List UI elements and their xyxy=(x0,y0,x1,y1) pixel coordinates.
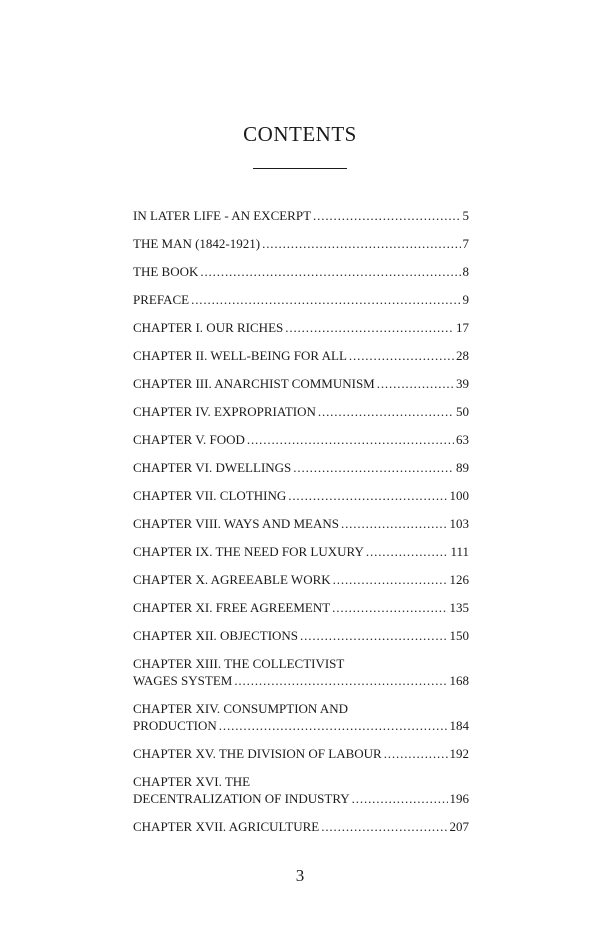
toc-entry-title: CHAPTER II. WELL-BEING FOR ALL xyxy=(133,348,347,363)
dot-leader xyxy=(247,431,454,448)
toc-entry-title: CHAPTER XII. OBJECTIONS xyxy=(133,628,299,643)
table-of-contents xyxy=(133,207,469,846)
toc-entry-title-line1: CHAPTER XIII. THE COLLECTIVIST xyxy=(133,656,345,671)
toc-entry[interactable] xyxy=(133,487,469,515)
dot-leader xyxy=(318,403,454,420)
title-rule xyxy=(253,168,347,169)
dot-leader xyxy=(377,375,454,392)
toc-entry-title: CHAPTER IX. THE NEED FOR LUXURY xyxy=(133,544,364,559)
page-number: 3 xyxy=(295,866,305,885)
toc-entry-page: 39 xyxy=(456,376,469,391)
toc-entry[interactable] xyxy=(133,347,469,375)
toc-entry[interactable] xyxy=(133,745,469,773)
dot-leader xyxy=(333,571,448,588)
dot-leader xyxy=(191,291,460,308)
dot-leader xyxy=(234,672,447,689)
toc-entry-page: 111 xyxy=(450,544,469,559)
toc-entry[interactable] xyxy=(133,773,469,818)
dot-leader xyxy=(285,319,454,336)
toc-entry-title: CHAPTER XI. FREE AGREEMENT xyxy=(133,600,331,615)
toc-entry-title-line1: CHAPTER XVI. THE xyxy=(133,774,251,789)
toc-entry[interactable] xyxy=(133,319,469,347)
toc-entry[interactable] xyxy=(133,207,469,235)
toc-entry-page: 103 xyxy=(449,516,469,531)
toc-entry-title: CHAPTER VIII. WAYS AND MEANS xyxy=(133,516,339,531)
toc-entry-title: PREFACE xyxy=(133,292,190,307)
toc-entry-page: 150 xyxy=(449,628,469,643)
toc-entry-title-line2: DECENTRALIZATION OF INDUSTRY xyxy=(133,791,350,806)
dot-leader xyxy=(288,487,447,504)
toc-entry-page: 9 xyxy=(462,292,469,307)
toc-entry-title-line2: PRODUCTION xyxy=(133,718,217,733)
toc-entry[interactable] xyxy=(133,375,469,403)
toc-entry-page: 126 xyxy=(449,572,469,587)
toc-entry[interactable] xyxy=(133,818,469,846)
dot-leader xyxy=(352,790,448,807)
toc-entry[interactable] xyxy=(133,235,469,263)
toc-entry[interactable] xyxy=(133,655,469,700)
toc-entry[interactable] xyxy=(133,599,469,627)
toc-entry[interactable] xyxy=(133,571,469,599)
toc-entry-title: CHAPTER IV. EXPROPRIATION xyxy=(133,404,316,419)
toc-entry-page: 63 xyxy=(456,432,469,447)
toc-entry-page: 100 xyxy=(449,488,469,503)
toc-entry[interactable] xyxy=(133,291,469,319)
toc-entry-page: 168 xyxy=(449,673,469,688)
toc-entry-title: CHAPTER XV. THE DIVISION OF LABOUR xyxy=(133,746,382,761)
dot-leader xyxy=(349,347,454,364)
toc-entry-title: THE BOOK xyxy=(133,264,199,279)
toc-entry-page: 7 xyxy=(462,236,469,251)
toc-entry-page: 207 xyxy=(449,819,469,834)
toc-entry-title-line2: WAGES SYSTEM xyxy=(133,673,233,688)
dot-leader xyxy=(300,627,447,644)
dot-leader xyxy=(219,717,448,734)
dot-leader xyxy=(341,515,448,532)
toc-entry-title: CHAPTER X. AGREEABLE WORK xyxy=(133,572,331,587)
toc-entry-page: 192 xyxy=(449,746,469,761)
toc-entry-page: 196 xyxy=(449,791,469,806)
toc-entry-title: THE MAN (1842-1921) xyxy=(133,236,261,251)
dot-leader xyxy=(366,543,449,560)
toc-entry-title: CHAPTER XVII. AGRICULTURE xyxy=(133,819,320,834)
toc-entry[interactable] xyxy=(133,515,469,543)
dot-leader xyxy=(200,263,460,280)
toc-entry-title: CHAPTER III. ANARCHIST COMMUNISM xyxy=(133,376,375,391)
toc-entry-page: 50 xyxy=(456,404,469,419)
toc-entry-page: 135 xyxy=(449,600,469,615)
dot-leader xyxy=(384,745,448,762)
toc-entry-title: CHAPTER I. OUR RICHES xyxy=(133,320,284,335)
toc-entry[interactable] xyxy=(133,403,469,431)
toc-entry-page: 184 xyxy=(449,718,469,733)
toc-entry-page: 28 xyxy=(456,348,469,363)
dot-leader xyxy=(293,459,454,476)
toc-entry-title: IN LATER LIFE - AN EXCERPT xyxy=(133,208,312,223)
toc-entry-title: CHAPTER VII. CLOTHING xyxy=(133,488,287,503)
toc-entry-page: 8 xyxy=(462,264,469,279)
toc-entry[interactable] xyxy=(133,263,469,291)
dot-leader xyxy=(332,599,447,616)
toc-entry-page: 5 xyxy=(462,208,469,223)
toc-entry-title-line1: CHAPTER XIV. CONSUMPTION AND xyxy=(133,701,349,716)
dot-leader xyxy=(313,207,460,224)
toc-entry[interactable] xyxy=(133,700,469,745)
dot-leader xyxy=(262,235,460,252)
page-title: CONTENTS xyxy=(243,122,357,146)
toc-entry-title: CHAPTER V. FOOD xyxy=(133,432,245,447)
toc-entry[interactable] xyxy=(133,627,469,655)
dot-leader xyxy=(321,818,447,835)
toc-entry-title: CHAPTER VI. DWELLINGS xyxy=(133,460,292,475)
toc-entry[interactable] xyxy=(133,459,469,487)
toc-entry[interactable] xyxy=(133,543,469,571)
toc-entry-page: 17 xyxy=(456,320,469,335)
toc-entry[interactable] xyxy=(133,431,469,459)
toc-entry-page: 89 xyxy=(456,460,469,475)
